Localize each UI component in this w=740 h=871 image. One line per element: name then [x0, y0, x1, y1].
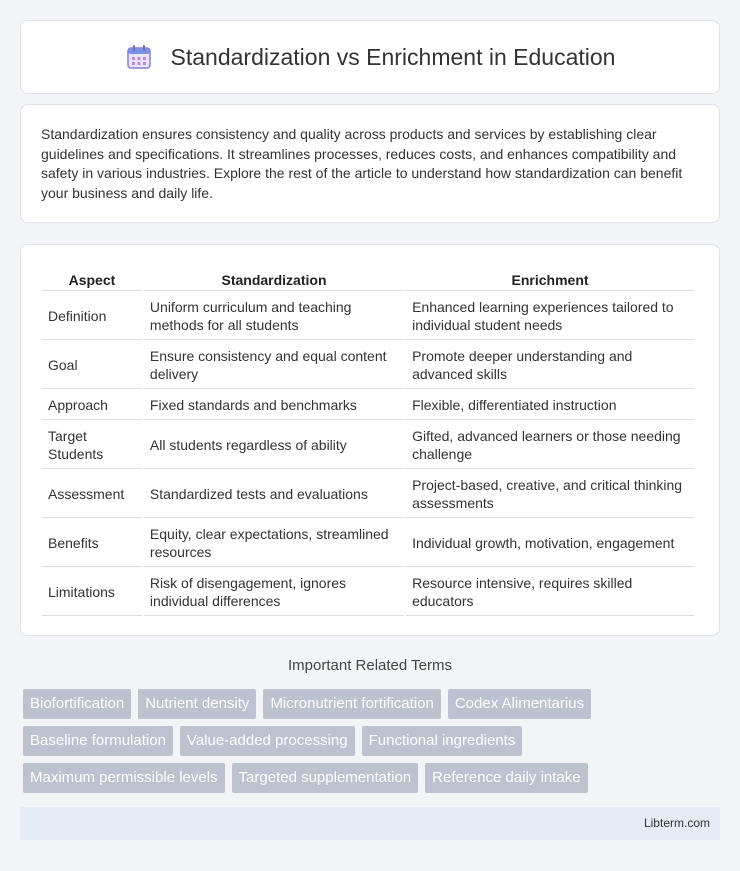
table-row: [42, 422, 694, 469]
table-header-row: [42, 269, 694, 291]
intro-card: [20, 104, 720, 223]
cell-enrichment: Project-based, creative, and critical thinking assessments: [406, 471, 694, 518]
cell-aspect: Goal: [42, 342, 142, 389]
related-terms-title: Important Related Terms: [288, 657, 452, 674]
cell-aspect: Approach: [42, 391, 142, 420]
cell-standardization: Uniform curriculum and teaching methods for all students: [144, 293, 404, 340]
tag[interactable]: Targeted supplementation: [232, 763, 419, 793]
footer-credit[interactable]: Libterm.com: [643, 816, 710, 830]
table-row: [42, 520, 694, 567]
cell-aspect: Target Students: [42, 422, 142, 469]
table-row: [42, 569, 694, 616]
cell-enrichment: Resource intensive, requires skilled educators: [406, 569, 694, 616]
intro-text: Standardization ensures consistency and quality across products and services by establishing clear guidelines and specifications. It streamlines processes, reduces costs, and enhances compatibility and safety in various industries. Explore the rest of the article to understand how standardization can benefit your business and daily life.: [41, 126, 683, 201]
cell-standardization: All students regardless of ability: [144, 422, 404, 469]
tag[interactable]: Biofortification: [23, 689, 131, 719]
related-terms-tags: [23, 689, 723, 800]
header-aspect: Aspect: [42, 269, 142, 291]
tag[interactable]: Nutrient density: [138, 689, 256, 719]
cell-aspect: Limitations: [42, 569, 142, 616]
tag[interactable]: Codex Alimentarius: [448, 689, 591, 719]
calendar-icon: [125, 43, 153, 71]
tag-row: [23, 763, 723, 793]
tag-row: [23, 726, 723, 756]
table-row: [42, 293, 694, 340]
cell-enrichment: Promote deeper understanding and advanced skills: [406, 342, 694, 389]
table-row: [42, 471, 694, 518]
table-row: [42, 391, 694, 420]
cell-aspect: Benefits: [42, 520, 142, 567]
cell-enrichment: Gifted, advanced learners or those needing challenge: [406, 422, 694, 469]
tag[interactable]: Reference daily intake: [425, 763, 587, 793]
tag-row: [23, 689, 723, 719]
cell-aspect: Assessment: [42, 471, 142, 518]
title-card: [20, 20, 720, 94]
cell-standardization: Risk of disengagement, ignores individual differences: [144, 569, 404, 616]
tag[interactable]: Functional ingredients: [362, 726, 523, 756]
cell-aspect: Definition: [42, 293, 142, 340]
cell-enrichment: Flexible, differentiated instruction: [406, 391, 694, 420]
tag[interactable]: Micronutrient fortification: [263, 689, 440, 719]
comparison-table: [40, 267, 696, 618]
table-row: [42, 342, 694, 389]
cell-enrichment: Individual growth, motivation, engagement: [406, 520, 694, 567]
cell-standardization: Fixed standards and benchmarks: [144, 391, 404, 420]
tag[interactable]: Value-added processing: [180, 726, 355, 756]
cell-standardization: Ensure consistency and equal content delivery: [144, 342, 404, 389]
cell-standardization: Standardized tests and evaluations: [144, 471, 404, 518]
comparison-card: [20, 244, 720, 636]
tag[interactable]: Maximum permissible levels: [23, 763, 225, 793]
header-standardization: Standardization: [144, 269, 404, 291]
cell-enrichment: Enhanced learning experiences tailored to individual student needs: [406, 293, 694, 340]
page-title: Standardization vs Enrichment in Education: [170, 43, 616, 70]
tag[interactable]: Baseline formulation: [23, 726, 173, 756]
header-enrichment: Enrichment: [406, 269, 694, 291]
footer: [20, 807, 720, 840]
cell-standardization: Equity, clear expectations, streamlined resources: [144, 520, 404, 567]
